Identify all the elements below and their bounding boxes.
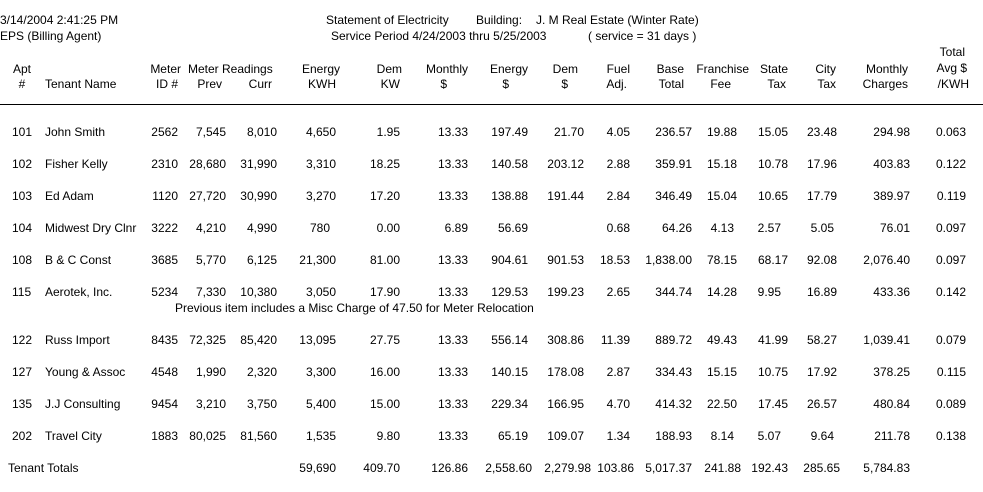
- billing-agent: EPS (Billing Agent): [0, 29, 102, 43]
- cell-franchise: 15.18: [706, 157, 737, 171]
- col-franchise-line1: Franchise: [696, 62, 749, 76]
- cell-avg: 0.115: [936, 365, 966, 379]
- cell-kwh: 21,300: [299, 253, 336, 267]
- total-charges: 5,784.83: [863, 461, 910, 475]
- cell-charges: 378.25: [873, 365, 910, 379]
- cell-franchise: 19.88: [706, 125, 737, 139]
- total-energy: 2,558.60: [485, 461, 532, 475]
- col-meter-line1: Meter: [150, 62, 181, 76]
- cell-curr: 81,560: [240, 429, 277, 443]
- building-name: J. M Real Estate (Winter Rate): [536, 13, 699, 27]
- col-meter-readings: Meter Readings: [188, 62, 273, 76]
- cell-kw: 9.80: [376, 429, 400, 443]
- col-avg-line3: /KWH: [937, 77, 969, 91]
- cell-fuel: 4.70: [606, 397, 630, 411]
- cell-dem: 901.53: [547, 253, 584, 267]
- cell-city: 23.48: [806, 125, 837, 139]
- cell-franchise: 15.15: [706, 365, 737, 379]
- totals-label: Tenant Totals: [8, 461, 79, 475]
- cell-charges: 1,039.41: [863, 333, 910, 347]
- cell-meter: 3685: [151, 253, 178, 267]
- building-label: Building:: [476, 13, 523, 27]
- cell-state: 10.78: [757, 157, 788, 171]
- cell-fuel: 2.65: [606, 285, 630, 299]
- cell-kwh: 780: [309, 221, 330, 235]
- cell-apt: 127: [12, 365, 33, 379]
- cell-charges: 433.36: [873, 285, 910, 299]
- cell-base: 344.74: [655, 285, 692, 299]
- cell-meter: 1120: [152, 189, 178, 203]
- cell-monthly: 13.33: [437, 253, 468, 267]
- cell-franchise: 22.50: [706, 397, 737, 411]
- cell-apt: 102: [12, 157, 33, 171]
- col-curr: Curr: [248, 77, 272, 91]
- col-energy-usd-line1: Energy: [489, 62, 528, 76]
- cell-prev: 4,210: [195, 221, 226, 235]
- col-dem-kw-line2: KW: [380, 77, 400, 91]
- cell-base: 188.93: [655, 429, 692, 443]
- cell-franchise: 15.04: [706, 189, 737, 203]
- cell-state: 2.57: [757, 221, 781, 235]
- cell-state: 5.07: [757, 429, 781, 443]
- cell-kw: 15.00: [369, 397, 400, 411]
- cell-energy: 56.69: [497, 221, 528, 235]
- cell-dem: 191.44: [547, 189, 584, 203]
- cell-curr: 10,380: [240, 285, 277, 299]
- cell-franchise: 78.15: [706, 253, 737, 267]
- cell-apt: 122: [12, 333, 33, 347]
- cell-tenant: John Smith: [45, 125, 106, 139]
- misc-charge-note: Previous item includes a Misc Charge of 47.50 for Meter Relocation: [175, 301, 534, 315]
- cell-energy: 556.14: [491, 333, 528, 347]
- cell-base: 334.43: [655, 365, 692, 379]
- cell-state: 41.99: [757, 333, 788, 347]
- cell-apt: 115: [12, 285, 32, 299]
- service-days: ( service = 31 days ): [588, 29, 697, 43]
- cell-dem: 199.23: [547, 285, 584, 299]
- cell-monthly: 6.89: [444, 221, 468, 235]
- col-base-line1: Base: [656, 62, 684, 76]
- cell-meter: 8435: [151, 333, 178, 347]
- cell-avg: 0.063: [935, 125, 966, 139]
- col-state-line2: Tax: [767, 77, 786, 91]
- cell-apt: 135: [12, 397, 33, 411]
- cell-dem: 166.95: [547, 397, 584, 411]
- cell-energy: 138.88: [491, 189, 528, 203]
- cell-curr: 3,750: [246, 397, 277, 411]
- cell-kwh: 13,095: [299, 333, 336, 347]
- col-prev: Prev: [197, 77, 222, 91]
- cell-dem: 109.07: [547, 429, 584, 443]
- cell-prev: 3,210: [195, 397, 226, 411]
- cell-franchise: 4.13: [710, 221, 734, 235]
- cell-meter: 2310: [151, 157, 178, 171]
- col-avg-line2: Avg $: [936, 61, 967, 75]
- cell-tenant: Midwest Dry Clnr: [45, 221, 137, 235]
- cell-fuel: 2.84: [606, 189, 630, 203]
- cell-kw: 17.90: [369, 285, 400, 299]
- cell-apt: 108: [12, 253, 33, 267]
- col-city-line2: Tax: [817, 77, 836, 91]
- cell-meter: 1883: [151, 429, 178, 443]
- cell-city: 92.08: [806, 253, 837, 267]
- cell-monthly: 13.33: [437, 125, 468, 139]
- col-fuel-line1: Fuel: [606, 62, 630, 76]
- cell-state: 10.65: [757, 189, 788, 203]
- cell-fuel: 2.87: [606, 365, 630, 379]
- cell-avg: 0.142: [935, 285, 966, 299]
- cell-state: 15.05: [757, 125, 788, 139]
- cell-base: 1,838.00: [645, 253, 692, 267]
- cell-prev: 28,680: [189, 157, 226, 171]
- total-kwh: 59,690: [299, 461, 336, 475]
- col-charges-line2: Charges: [862, 77, 908, 91]
- cell-prev: 80,025: [189, 429, 226, 443]
- cell-curr: 2,320: [246, 365, 277, 379]
- cell-city: 17.96: [806, 157, 837, 171]
- col-charges-line1: Monthly: [865, 62, 908, 76]
- total-state: 192.43: [751, 461, 788, 475]
- col-dem-kw-line1: Dem: [376, 62, 402, 76]
- cell-franchise: 14.28: [706, 285, 737, 299]
- cell-apt: 101: [12, 125, 33, 139]
- cell-apt: 103: [12, 189, 33, 203]
- col-tenant-name: Tenant Name: [45, 77, 117, 91]
- cell-city: 16.89: [806, 285, 837, 299]
- total-base: 5,017.37: [645, 461, 692, 475]
- cell-base: 346.49: [655, 189, 692, 203]
- cell-meter: 3222: [151, 221, 178, 235]
- cell-avg: 0.079: [935, 333, 966, 347]
- cell-state: 10.75: [757, 365, 788, 379]
- cell-prev: 1,990: [195, 365, 226, 379]
- cell-dem: 21.70: [553, 125, 584, 139]
- cell-kwh: 4,650: [305, 125, 336, 139]
- cell-prev: 7,545: [195, 125, 226, 139]
- cell-meter: 5234: [151, 285, 178, 299]
- cell-kwh: 3,270: [305, 189, 336, 203]
- cell-charges: 294.98: [873, 125, 910, 139]
- total-city: 285.65: [803, 461, 840, 475]
- cell-apt: 202: [12, 429, 33, 443]
- cell-monthly: 13.33: [437, 429, 468, 443]
- cell-apt: 104: [12, 221, 33, 235]
- cell-kw: 27.75: [369, 333, 400, 347]
- cell-kwh: 1,535: [305, 429, 336, 443]
- cell-state: 9.95: [757, 285, 781, 299]
- cell-meter: 4548: [151, 365, 178, 379]
- cell-dem: 308.86: [547, 333, 584, 347]
- col-base-line2: Total: [658, 77, 684, 91]
- cell-energy: 129.53: [491, 285, 528, 299]
- total-monthly: 126.86: [431, 461, 468, 475]
- cell-monthly: 13.33: [437, 333, 468, 347]
- cell-fuel: 2.88: [606, 157, 630, 171]
- cell-curr: 8,010: [246, 125, 277, 139]
- cell-charges: 2,076.40: [863, 253, 910, 267]
- col-apt-line2: #: [18, 77, 26, 91]
- cell-curr: 6,125: [246, 253, 277, 267]
- service-period: Service Period 4/24/2003 thru 5/25/2003: [331, 29, 547, 43]
- cell-state: 17.45: [757, 397, 788, 411]
- cell-city: 17.92: [806, 365, 837, 379]
- cell-energy: 65.19: [497, 429, 528, 443]
- col-fuel-line2: Adj.: [606, 77, 627, 91]
- cell-base: 359.91: [655, 157, 692, 171]
- cell-avg: 0.089: [935, 397, 966, 411]
- cell-fuel: 1.34: [606, 429, 630, 443]
- cell-tenant: J.J Consulting: [45, 397, 121, 411]
- cell-monthly: 13.33: [437, 189, 468, 203]
- cell-prev: 7,330: [195, 285, 226, 299]
- cell-energy: 229.34: [491, 397, 528, 411]
- report-timestamp: 3/14/2004 2:41:25 PM: [0, 13, 119, 27]
- col-apt-line1: Apt: [12, 62, 31, 76]
- cell-kw: 81.00: [369, 253, 400, 267]
- cell-franchise: 49.43: [706, 333, 737, 347]
- cell-curr: 85,420: [240, 333, 277, 347]
- cell-kw: 1.95: [376, 125, 400, 139]
- cell-kwh: 3,050: [305, 285, 336, 299]
- cell-kwh: 5,400: [305, 397, 336, 411]
- cell-tenant: Ed Adam: [45, 189, 94, 203]
- cell-energy: 140.15: [491, 365, 528, 379]
- cell-charges: 211.78: [874, 429, 910, 443]
- col-monthly-line2: $: [440, 77, 447, 91]
- cell-curr: 30,990: [240, 189, 277, 203]
- total-dem: 2,279.98: [544, 461, 591, 475]
- col-state-line1: State: [759, 62, 788, 76]
- cell-meter: 2562: [151, 125, 178, 139]
- cell-charges: 480.84: [873, 397, 910, 411]
- cell-energy: 904.61: [491, 253, 528, 267]
- cell-prev: 72,325: [189, 333, 226, 347]
- cell-avg: 0.097: [935, 253, 966, 267]
- col-meter-line2: ID #: [155, 77, 178, 91]
- cell-avg: 0.097: [935, 221, 966, 235]
- cell-dem: 203.12: [547, 157, 584, 171]
- cell-base: 236.57: [655, 125, 692, 139]
- cell-meter: 9454: [151, 397, 178, 411]
- cell-avg: 0.119: [936, 189, 966, 203]
- cell-prev: 27,720: [189, 189, 226, 203]
- col-dem-usd-line2: $: [561, 77, 568, 91]
- cell-fuel: 0.68: [606, 221, 630, 235]
- cell-monthly: 13.33: [437, 365, 468, 379]
- cell-monthly: 13.33: [437, 285, 468, 299]
- cell-avg: 0.138: [935, 429, 966, 443]
- cell-tenant: B & C Const: [45, 253, 112, 267]
- cell-kw: 16.00: [369, 365, 400, 379]
- cell-tenant: Aerotek, Inc.: [45, 285, 113, 299]
- statement-title: Statement of Electricity: [326, 13, 449, 27]
- total-franchise: 241.88: [704, 461, 741, 475]
- cell-kwh: 3,300: [305, 365, 336, 379]
- header-divider: [0, 104, 983, 105]
- cell-fuel: 18.53: [599, 253, 630, 267]
- cell-dem: 178.08: [547, 365, 584, 379]
- cell-charges: 389.97: [873, 189, 910, 203]
- cell-tenant: Fisher Kelly: [45, 157, 108, 171]
- cell-fuel: 11.39: [600, 333, 630, 347]
- cell-state: 68.17: [757, 253, 788, 267]
- total-kw: 409.70: [363, 461, 400, 475]
- cell-city: 5.05: [810, 221, 834, 235]
- cell-tenant: Travel City: [45, 429, 102, 443]
- cell-kwh: 3,310: [305, 157, 336, 171]
- col-energy-kwh-line2: KWH: [308, 77, 336, 91]
- cell-curr: 31,990: [240, 157, 277, 171]
- col-avg-line1: Total: [939, 45, 965, 59]
- cell-energy: 140.58: [491, 157, 528, 171]
- cell-monthly: 13.33: [437, 157, 468, 171]
- cell-city: 17.79: [806, 189, 837, 203]
- cell-city: 26.57: [806, 397, 837, 411]
- cell-base: 414.32: [655, 397, 692, 411]
- col-city-line1: City: [815, 62, 836, 76]
- cell-base: 64.26: [661, 221, 692, 235]
- col-dem-usd-line1: Dem: [552, 62, 578, 76]
- col-energy-kwh-line1: Energy: [301, 62, 340, 76]
- cell-tenant: Young & Assoc: [45, 365, 126, 379]
- total-fuel: 103.86: [597, 461, 634, 475]
- cell-base: 889.72: [655, 333, 692, 347]
- cell-kw: 18.25: [369, 157, 400, 171]
- cell-kw: 0.00: [376, 221, 400, 235]
- cell-kw: 17.20: [369, 189, 400, 203]
- cell-fuel: 4.05: [606, 125, 630, 139]
- cell-monthly: 13.33: [437, 397, 468, 411]
- cell-tenant: Russ Import: [45, 333, 110, 347]
- cell-charges: 76.01: [879, 221, 910, 235]
- col-energy-usd-line2: $: [502, 77, 509, 91]
- col-monthly-line1: Monthly: [425, 62, 468, 76]
- cell-prev: 5,770: [195, 253, 226, 267]
- cell-city: 9.64: [810, 429, 834, 443]
- cell-curr: 4,990: [246, 221, 277, 235]
- cell-energy: 197.49: [491, 125, 528, 139]
- cell-charges: 403.83: [873, 157, 910, 171]
- cell-avg: 0.122: [935, 157, 966, 171]
- col-franchise-line2: Fee: [710, 77, 731, 91]
- cell-franchise: 8.14: [710, 429, 734, 443]
- cell-city: 58.27: [806, 333, 837, 347]
